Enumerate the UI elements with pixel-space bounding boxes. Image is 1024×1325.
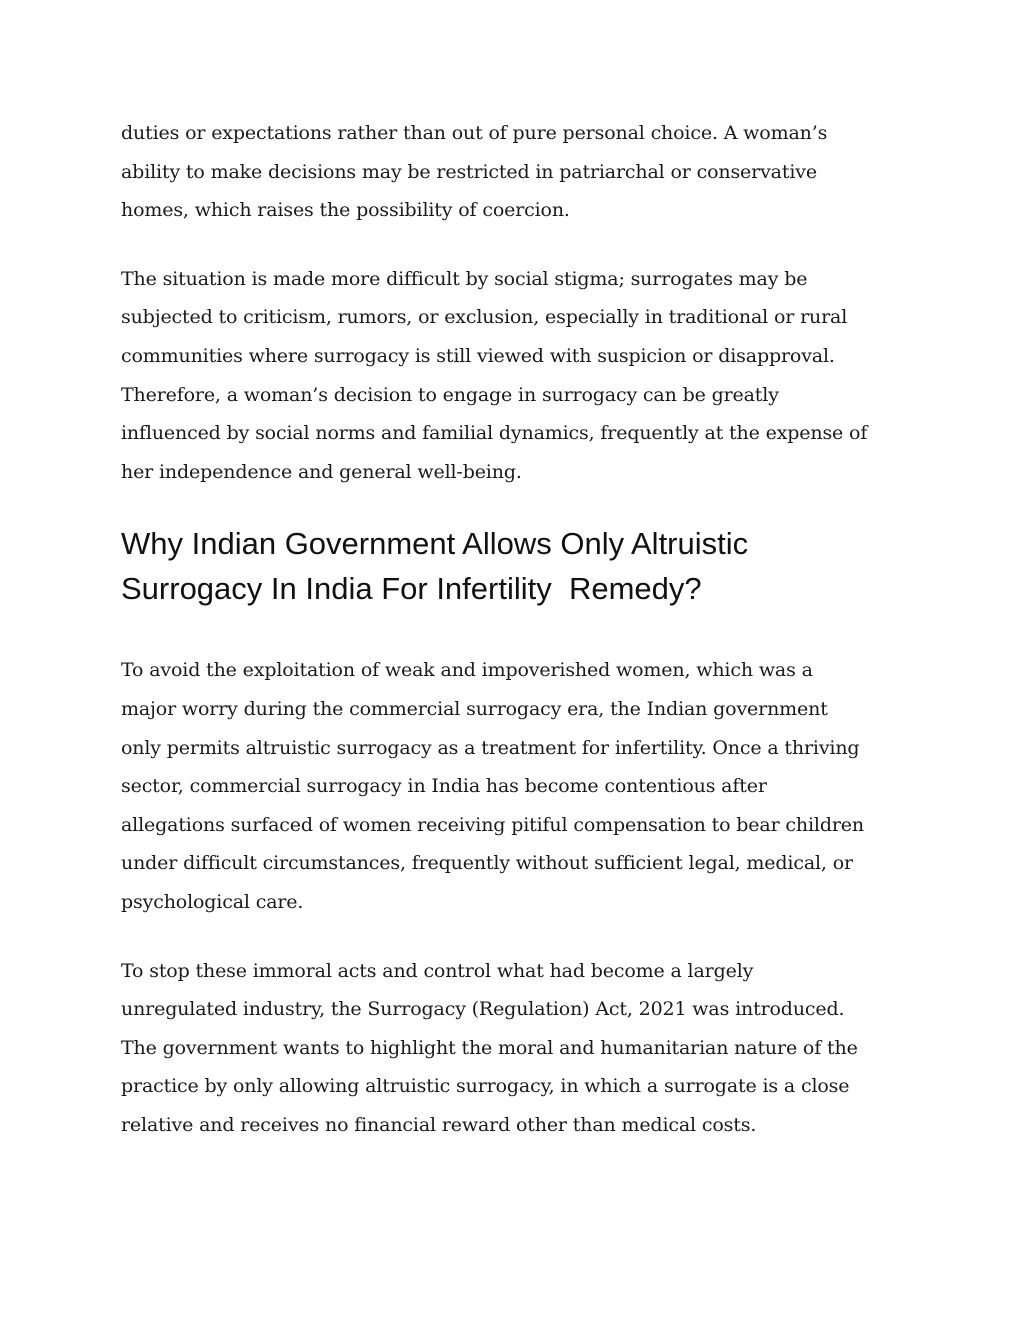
paragraph-4 (121, 952, 921, 1145)
text-line: only permits altruistic surrogacy as a treatment for infertility. Once a thriving (121, 736, 860, 759)
text-line: sector, commercial surrogacy in India has become contentious after (121, 775, 767, 798)
text-line: The government wants to highlight the moral and humanitarian nature of the (121, 1036, 858, 1059)
section-heading (121, 521, 921, 611)
text-line: communities where surrogacy is still viewed with suspicion or disapproval. (121, 344, 835, 367)
text-line: practice by only allowing altruistic surrogacy, in which a surrogate is a close (121, 1075, 850, 1098)
text-line: duties or expectations rather than out of pure personal choice. A woman’s (121, 122, 828, 144)
text-line: subjected to criticism, rumors, or exclusion, especially in traditional or rural (121, 306, 848, 329)
text-line: ability to make decisions may be restricted in patriarchal or conservative (121, 160, 817, 183)
document-body (121, 114, 921, 1174)
text-line: Therefore, a woman’s decision to engage in surrogacy can be greatly (121, 383, 779, 406)
heading-line: Surrogacy In India For Infertility Remedy? (121, 571, 702, 607)
text-line: To avoid the exploitation of weak and impoverished women, which was a (121, 659, 813, 682)
text-line: The situation is made more difficult by social stigma; surrogates may be (121, 267, 808, 290)
text-line: under difficult circumstances, frequently without sufficient legal, medical, or (121, 852, 853, 875)
text-line: To stop these immoral acts and control what had become a largely (121, 959, 754, 982)
paragraph-2 (121, 260, 921, 492)
heading-line: Why Indian Government Allows Only Altruistic (121, 526, 749, 562)
text-line: major worry during the commercial surrogacy era, the Indian government (121, 697, 828, 720)
paragraph-1 (121, 114, 921, 230)
text-line: relative and receives no financial reward other than medical costs. (121, 1113, 757, 1136)
text-line: allegations surfaced of women receiving pitiful compensation to bear children (121, 813, 864, 836)
paragraph-3 (121, 651, 921, 921)
text-line: unregulated industry, the Surrogacy (Regulation) Act, 2021 was introduced. (121, 998, 845, 1021)
text-line: influenced by social norms and familial dynamics, frequently at the expense of (121, 422, 868, 445)
text-line: her independence and general well-being. (121, 460, 522, 483)
text-line: homes, which raises the possibility of coercion. (121, 199, 570, 222)
text-line: psychological care. (121, 890, 304, 913)
